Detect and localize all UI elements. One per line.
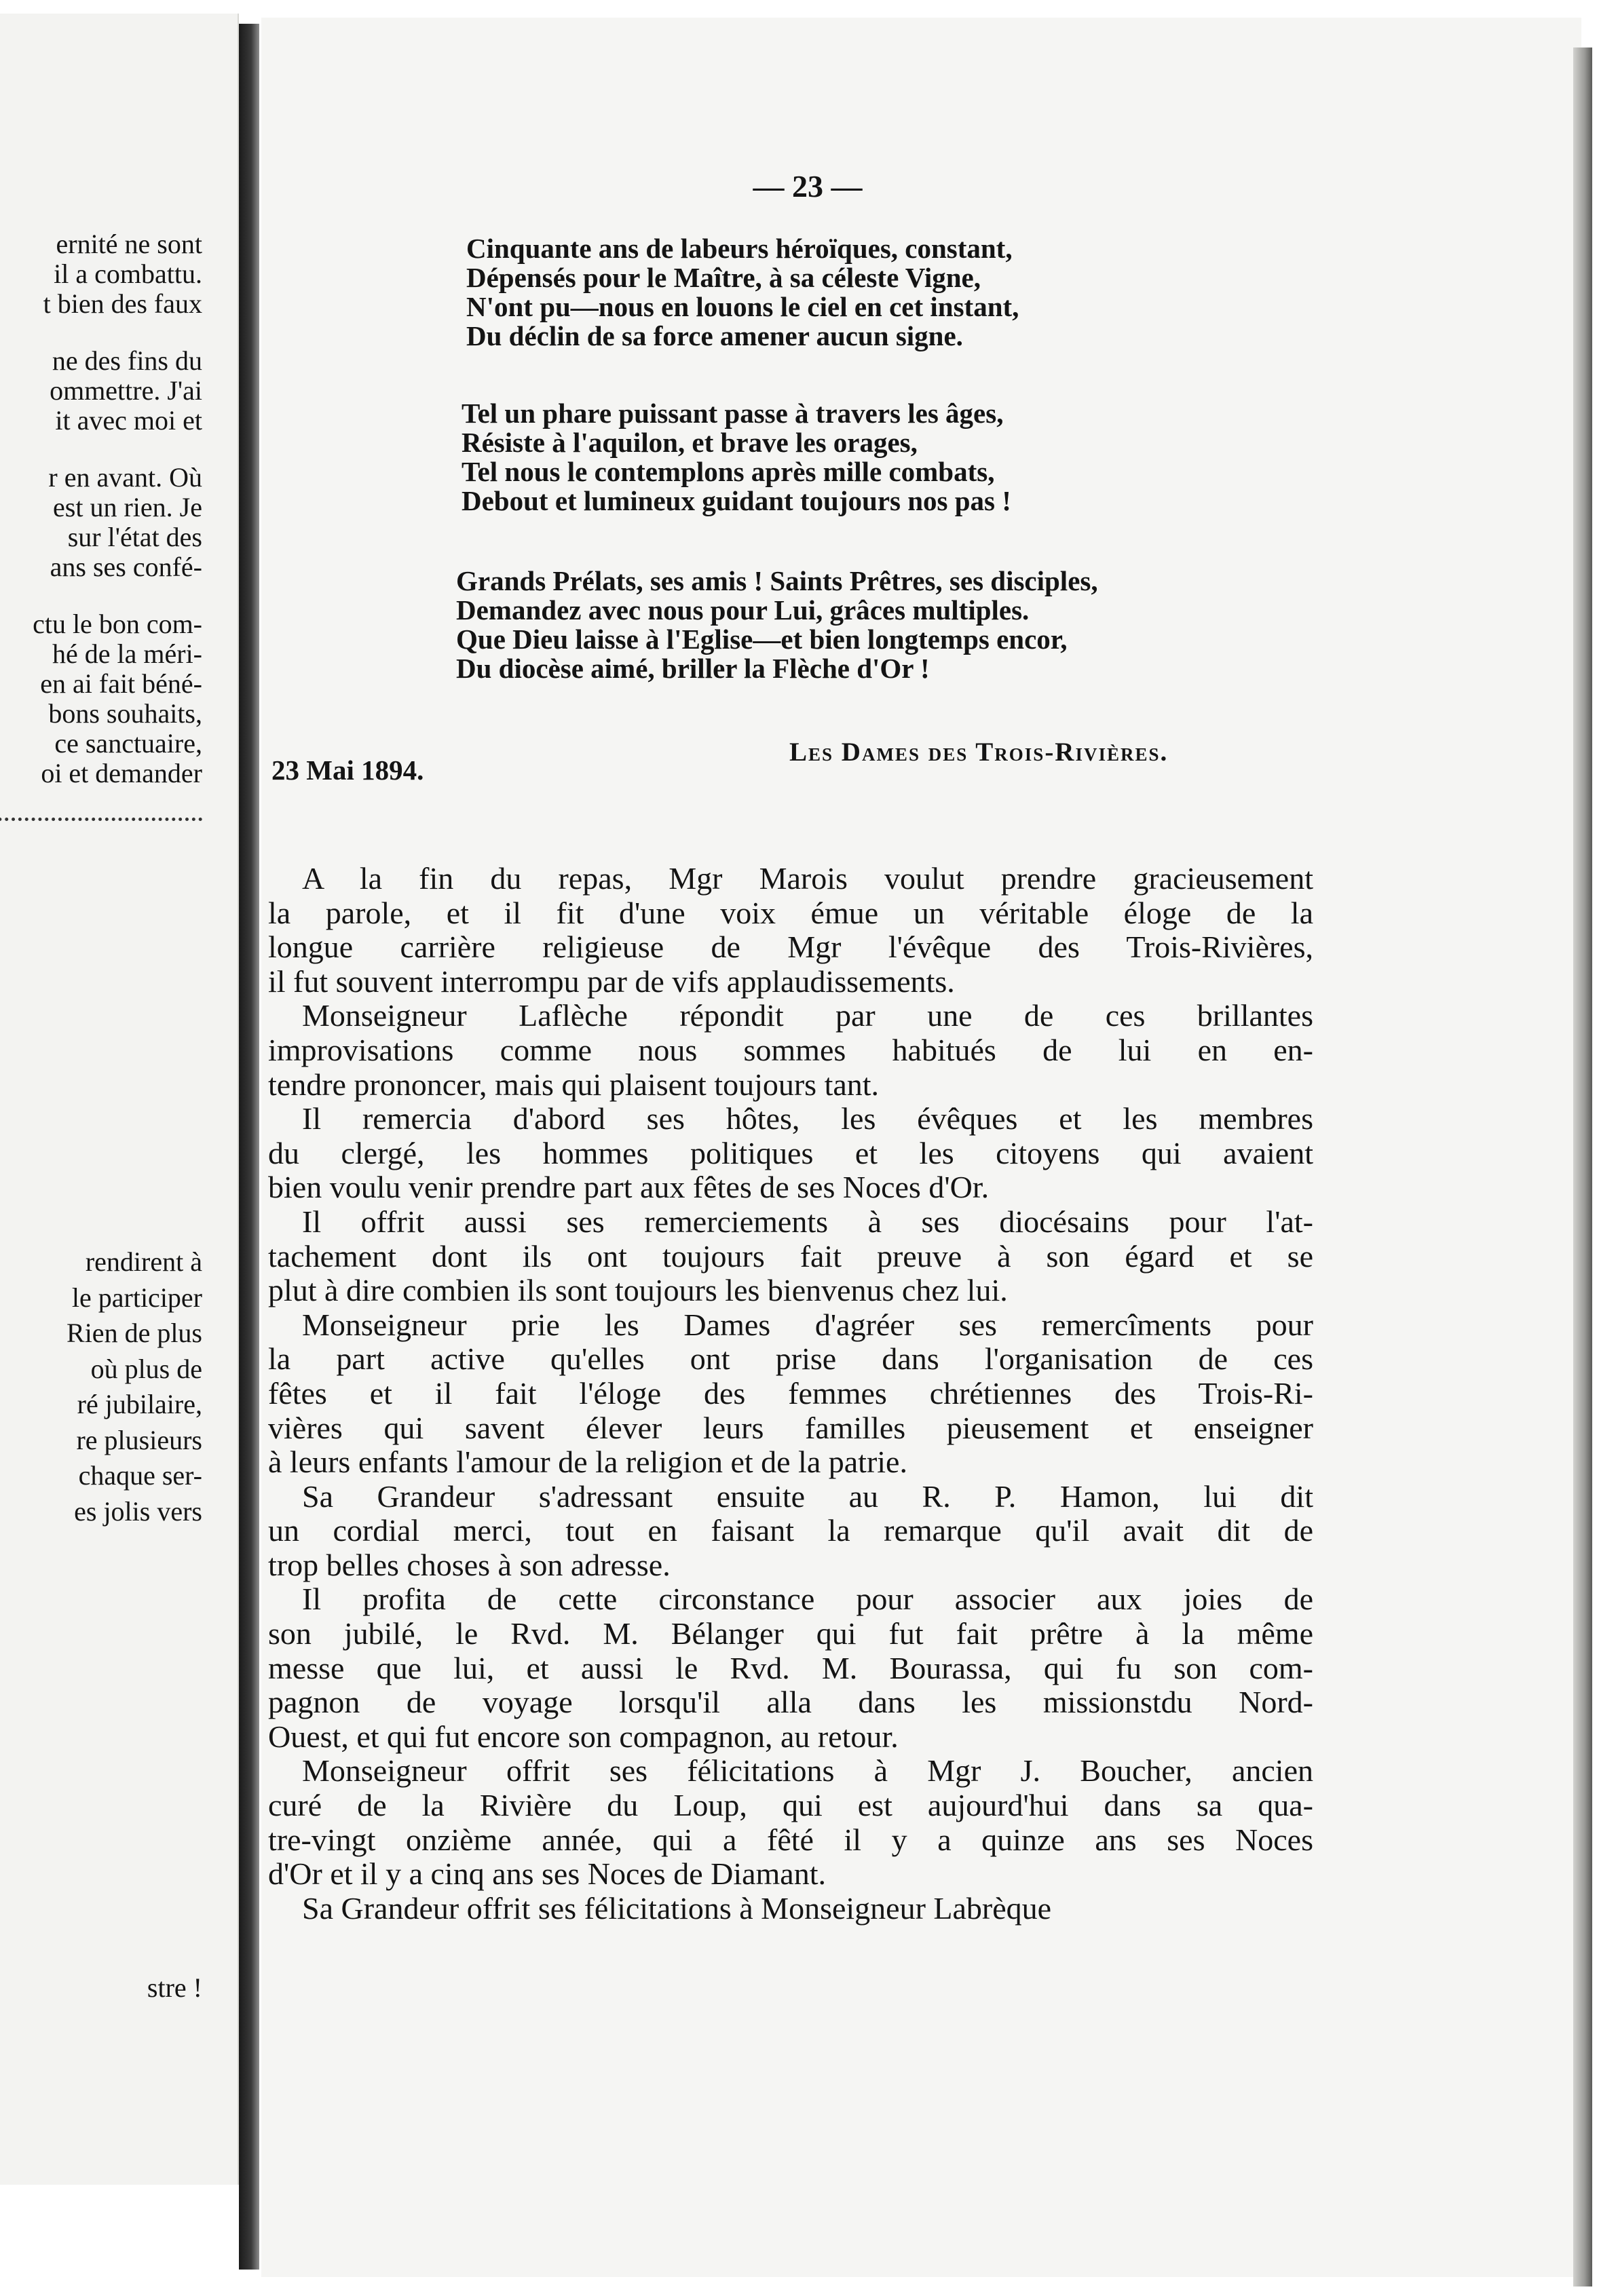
previous-page-line: il a combattu.: [54, 259, 202, 289]
text-line: tre-vingt onzième année, qui a fêté il y a quinze ans ses Noces: [268, 1822, 1313, 1857]
previous-page-fragment: [0, 14, 239, 2185]
previous-page-line: en ai fait béné-: [40, 668, 202, 699]
text-line: Il remercia d'abord ses hôtes, les évêques et les membres: [302, 1101, 1313, 1136]
poem-line: Tel nous le contemplons après mille combats,: [462, 456, 995, 487]
paragraph: [268, 1102, 1313, 1205]
text-line: messe que lui, et aussi le Rvd. M. Bourassa, qui fu son com-: [268, 1650, 1313, 1685]
body-text: [268, 862, 1313, 1926]
previous-page-line: ctu le bon com-: [33, 609, 202, 639]
text-line: tendre prononcer, mais qui plaisent toujours tant.: [268, 1067, 880, 1102]
text-line: la part active qu'elles ont prise dans l'organisation de ces: [268, 1341, 1313, 1377]
previous-page-line: bons souhaits,: [48, 698, 202, 729]
previous-page-closing: stre !: [147, 1972, 202, 2003]
previous-page-line: où plus de: [90, 1353, 202, 1384]
page-edge: [1573, 47, 1592, 2287]
poem-line: Du déclin de sa force amener aucun signe.: [466, 320, 963, 351]
text-line: un cordial merci, tout en faisant la remarque qu'il avait dit de: [268, 1513, 1313, 1548]
text-line: Monseigneur prie les Dames d'agréer ses remercîments pour: [302, 1307, 1313, 1342]
text-line: Ouest, et qui fut encore son compagnon, au retour.: [268, 1719, 899, 1754]
previous-page-line: sur l'état des: [67, 522, 202, 552]
poem-line: Tel un phare puissant passe à travers les âges,: [462, 398, 1004, 429]
poem-line: N'ont pu—nous en louons le ciel en cet instant,: [466, 291, 1019, 322]
previous-page-line: re plusieurs: [76, 1424, 202, 1455]
previous-page-line: ne des fins du: [52, 345, 202, 376]
previous-page-line: it avec moi et: [55, 405, 202, 436]
text-line: la parole, et il fit d'une voix émue un véritable éloge de la: [268, 895, 1313, 930]
text-line: trop belles choses à son adresse.: [268, 1547, 671, 1582]
text-line: pagnon de voyage lorsqu'il alla dans les missionstdu Nord-: [268, 1685, 1313, 1720]
paragraph: [268, 999, 1313, 1102]
book-gutter: [239, 24, 259, 2270]
page-number: — 23 —: [753, 169, 863, 204]
poem-line: Résiste à l'aquilon, et brave les orages,: [462, 427, 918, 458]
dotted-separator: [0, 818, 202, 821]
previous-page-line: chaque ser-: [78, 1460, 202, 1491]
previous-page-line: rendirent à: [85, 1246, 202, 1277]
text-line: curé de la Rivière du Loup, qui est aujourd'hui dans sa qua-: [268, 1788, 1313, 1823]
poem-stanza: [466, 234, 1019, 351]
previous-page-line: oi et demander: [41, 758, 202, 788]
previous-page-line: r en avant. Où: [48, 462, 202, 493]
previous-page-line: le participer: [71, 1282, 202, 1313]
poem-line: Que Dieu laisse à l'Eglise—et bien longtemps encor,: [456, 624, 1068, 655]
previous-page-line: ce sanctuaire,: [54, 728, 202, 759]
poem-line: Debout et lumineux guidant toujours nos pas !: [462, 485, 1011, 516]
poem-line: Du diocèse aimé, briller la Flèche d'Or !: [456, 653, 930, 684]
text-line: il fut souvent interrompu par de vifs applaudissements.: [268, 963, 955, 999]
poem-line: Dépensés pour le Maître, à sa céleste Vigne,: [466, 262, 981, 293]
text-line: Monseigneur Laflèche répondit par une de ces brillantes: [302, 998, 1313, 1033]
text-line: son jubilé, le Rvd. M. Bélanger qui fut fait prêtre à la même: [268, 1616, 1313, 1651]
poem-line: Cinquante ans de labeurs héroïques, constant,: [466, 233, 1013, 264]
previous-page-line: ans ses confé-: [50, 552, 202, 582]
text-line: A la fin du repas, Mgr Marois voulut prendre gracieusement: [302, 861, 1313, 896]
poem-stanza: [462, 399, 1011, 516]
poem-signature: Les Dames des Trois-Rivières.: [789, 738, 1169, 767]
poem-line: Grands Prélats, ses amis ! Saints Prêtres, ses disciples,: [456, 565, 1098, 596]
text-line: plut à dire combien ils sont toujours les bienvenus chez lui.: [268, 1273, 1008, 1308]
text-line: longue carrière religieuse de Mgr l'évêque des Trois-Rivières,: [268, 930, 1313, 965]
previous-page-line: ernité ne sont: [56, 229, 202, 259]
paragraph: [268, 1582, 1313, 1754]
paragraph: [268, 1308, 1313, 1480]
text-line: Monseigneur offrit ses félicitations à Mgr J. Boucher, ancien: [302, 1753, 1313, 1788]
paragraph: [268, 1480, 1313, 1583]
text-line: Il offrit aussi ses remerciements à ses diocésains pour l'at-: [302, 1204, 1313, 1239]
previous-page-line: t bien des faux: [43, 288, 202, 319]
text-line: du clergé, les hommes politiques et les citoyens qui avaient: [268, 1135, 1313, 1170]
previous-page-line: ré jubilaire,: [77, 1389, 202, 1419]
text-line: Sa Grandeur offrit ses félicitations à Monseigneur Labrèque: [302, 1890, 1052, 1926]
poem-line: Demandez avec nous pour Lui, grâces multiples.: [456, 594, 1030, 626]
previous-page-line: est un rien. Je: [53, 492, 202, 522]
text-line: à leurs enfants l'amour de la religion et de la patrie.: [268, 1444, 907, 1480]
text-line: improvisations comme nous sommes habitués de lui en en-: [268, 1032, 1313, 1067]
paragraph: [268, 1892, 1313, 1926]
previous-page-line: hé de la méri-: [52, 638, 202, 669]
poem-stanza: [456, 567, 1098, 683]
text-line: Sa Grandeur s'adressant ensuite au R. P. Hamon, lui dit: [302, 1478, 1313, 1514]
previous-page-line: Rien de plus: [67, 1318, 202, 1348]
paragraph: [268, 1754, 1313, 1891]
previous-page-line: ommettre. J'ai: [50, 375, 202, 406]
poem-date: 23 Mai 1894.: [271, 754, 424, 786]
text-line: fêtes et il fait l'éloge des femmes chrétiennes des Trois-Ri-: [268, 1375, 1313, 1411]
previous-page-line: es jolis vers: [74, 1495, 202, 1527]
text-line: bien voulu venir prendre part aux fêtes de ses Noces d'Or.: [268, 1170, 990, 1205]
text-line: vières qui savent élever leurs familles pieusement et enseigner: [268, 1410, 1313, 1445]
text-line: tachement dont ils ont toujours fait preuve à son égard et se: [268, 1238, 1313, 1274]
paragraph: [268, 1205, 1313, 1308]
text-line: d'Or et il y a cinq ans ses Noces de Diamant.: [268, 1856, 827, 1892]
text-line: Il profita de cette circonstance pour associer aux joies de: [302, 1582, 1313, 1617]
paragraph: [268, 862, 1313, 999]
